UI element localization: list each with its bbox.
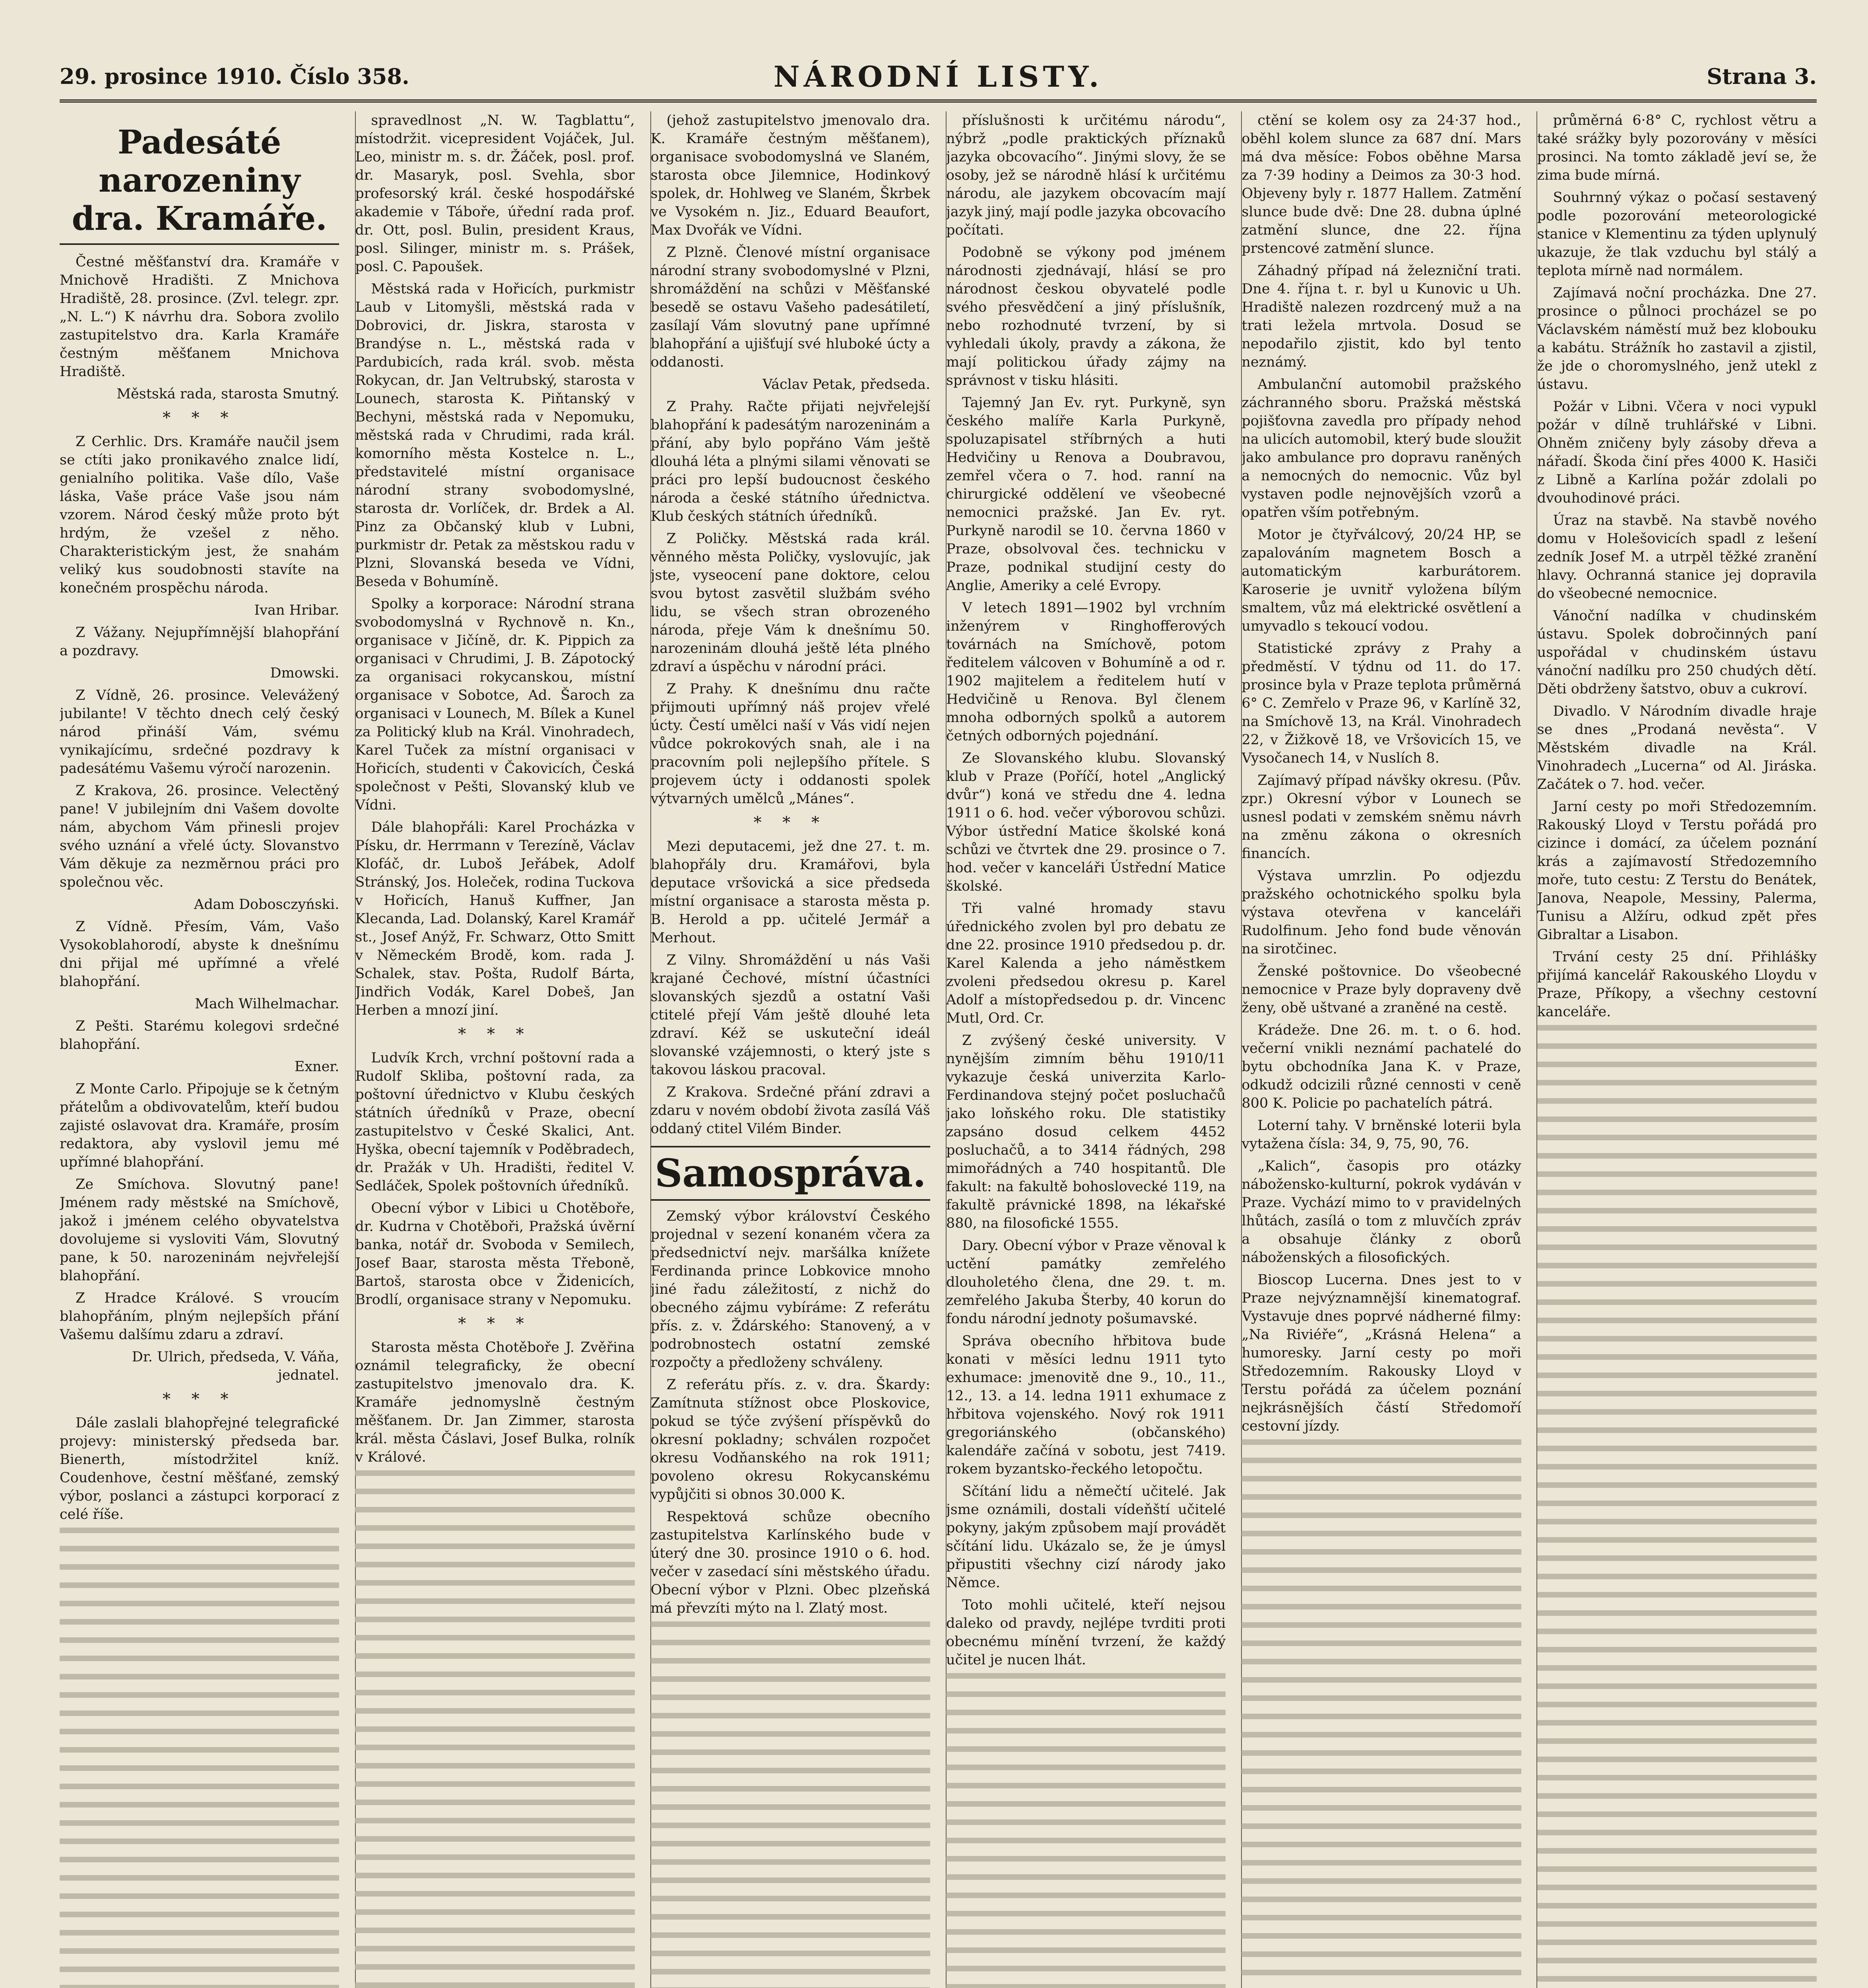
column-1 (60, 111, 339, 1988)
article-paragraph: Ambulanční automobil pražského záchranného sboru. Pražská městská pojišťovna zavedla pro případy nehod na ulicích automobil, který bude sloužit jako ambulance pro dopravu raněných a nemocných do nemocnic. Vůz byl vystaven podle nejnovějších vzorů a opatřen vším potřebným. (1241, 377, 1521, 520)
article-paragraph: Dále zaslali blahopřejné telegrafické projevy: ministerský předseda bar. Bienerth, místodržitel kníž. Coudenhove, čestní měšťané, zemský výbor, poslanci a zástupci korporací z celé říše. (60, 1415, 339, 1522)
article-paragraph: Zemský výbor království Českého projednal v sezení konaném včera za předsednictví nejv. maršálka knížete Ferdinanda prince Lobkovice mnoho jiné řadu záležitostí, z nichž do obecného zájmu vybíráme: Z referátu přís. z. v. Ždárského: Stanovený, a v podrobnostech ostatní zemské rozpočty a předloženy schváleny. (650, 1208, 930, 1371)
article-paragraph: spravedlnost „N. W. Tagblattu“, místodržit. vicepresident Vojáček, Jul. Leo, ministr m. s. dr. Žáček, posl. prof. dr. Masaryk, posl. Svehla, sbor profesorský král. české hospodářské akademie v Táboře, úřední rada prof. dr. Ott, posl. Bulin, president Kraus, posl. Silinger, ministr m. s. Prášek, posl. C. Papoušek. (355, 113, 635, 275)
article-paragraph: Divadlo. V Národním divadle hraje se dnes „Prodaná nevěsta“. V Městském divadle na Král. Vinohradech „Lucerna“ od Al. Jiráska. Začátek o 7. hod. večer. (1537, 703, 1817, 792)
separator-stars: * * * (162, 409, 237, 427)
article-paragraph: Starosta města Chotěboře J. Zvěřina oznámil telegraficky, že obecní zastupitelstvo jmenovalo dra. K. Kramáře jednomyslně čestným měšťanem. Dr. Jan Zimmer, starosta král. města Čáslavi, Josef Bulka, rolník v Králové. (355, 1340, 635, 1465)
article-paragraph: (jehož zastupitelstvo jmenovalo dra. K. Kramáře čestným měšťanem), organisace svobodomyslná ve Slaném, starosta obce Jilemnice, Hodinkový spolek, dr. Hohlweg ve Slaném, Škrbek ve Vysokém n. Jiz., Eduard Beaufort, Max Dvořák ve Vídni. (650, 113, 930, 238)
article-paragraph: Záhadný případ ná železniční trati. Dne 4. října t. r. byl u Kunovic u Uh. Hradiště nalezen rozdrcený muž a na trati ležela mrtvola. Dosud se nepodařilo zjistit, kdo byl tento neznámý. (1241, 263, 1521, 370)
article-paragraph: Z Prahy. Račte přijati nejvřelejší blahopřání k padesátým narozeninám a přání, aby bylo popřáno Vám ještě dlouhá léta a plnými silami věnovati se práci pro lepší budoucnost českého národa a české státního úřednictva. Klub českých státních úředníků. (650, 399, 930, 524)
article-paragraph: V letech 1891—1902 byl vrchním inženýrem v Ringhofferových továrnách na Smíchově, potom ředitelem válcoven v Bohumíně a od r. 1902 majitelem a ředitelem hutí v Hedvičině u Renova. Byl členem mnoha odborných spolků a autorem četných odborných pojednání. (946, 600, 1226, 744)
article-paragraph: Výstava umrzlin. Po odjezdu pražského ochotnického spolku byla výstava otevřena v kanceláři Rudolfinum. Jeho fond bude věnován na sirotčinec. (1241, 868, 1521, 957)
article-paragraph: Krádeže. Dne 26. m. t. o 6. hod. večerní vnikli neznámí pachatelé do bytu obchodníka Jana K. v Praze, odkudž odcizili různé cennosti v ceně 800 K. Policie po pachatelích pátrá. (1241, 1022, 1521, 1111)
text-continuation (651, 1621, 930, 1988)
article-paragraph: Tajemný Jan Ev. ryt. Purkyně, syn českého malíře Karla Purkyně, spoluzapisatel stříbrných a huti Hedvičiny u Renova a Doubravou, zemřel včera o 7. hod. ranní na chirurgické oddělení ve všeobecné nemocnici pražské. Jan Ev. ryt. Purkyně narodil se 10. června 1860 v Praze, obsolvoval čes. technicku v Praze, podnikal studijní cesty do Anglie, Ameriky a celé Evropy. (946, 395, 1226, 594)
article-paragraph: Z Monte Carlo. Připojuje se k četným přátelům a obdivovatelům, kteří budou zajisté oslavovat dra. Kramáře, prosím redaktora, aby vyslovil jemu mé upřímné blahopřání. (60, 1081, 339, 1170)
article-paragraph: Z Cerhlic. Drs. Kramáře naučil jsem se ctíti jako pronikavého znalce lidí, genialního politika. Vaše dílo, Vaše láska, Vaše práce Vaše jsou nám vzorem. Národ český může proto být hrdým, že vzešel z něho. Charakteristickým jest, že snahám veliký kus soudobnosti stavíte na konečném prospěchu národa. (60, 434, 339, 596)
article-paragraph: Požár v Libni. Včera v noci vypukl požár v dílně truhlářské v Libni. Ohněm zničeny byly zásoby dřeva a nářadí. Škoda činí přes 4000 K. Hasiči z Libně a Karlína požár zdolali po dvouhodinové práci. (1537, 399, 1817, 506)
column-4 (946, 111, 1226, 1988)
article-paragraph: příslušnosti k určitému národu“, nýbrž „podle praktických příznaků jazyka obcovacího“. Jinými slovy, že se osoby, jež se národně hlásí k určitému národu, ale jazykem obcovacím mají jazyk jiný, mají podle jazyka obcovacího počítati. (946, 113, 1226, 238)
masthead (60, 56, 1817, 103)
article-columns (60, 111, 1817, 1988)
article-paragraph: Tři valné hromady stavu úřednického zvolen byl pro debatu ze dne 22. prosince 1910 předsedou p. dr. Karel Kalenda a jeho náměstkem zvoleni předsedou okresu p. Karel Adolf a místopředsedou p. dr. Vincenc Mutl, Ord. Cr. (946, 901, 1226, 1026)
article-paragraph: Ženské poštovnice. Do všeobecné nemocnice v Praze byly dopraveny dvě ženy, obě uštvané a zraněné na cestě. (1241, 963, 1521, 1016)
article-paragraph: Z Vilny. Shromáždění u nás Vaši krajané Čechové, místní účastníci slovanských sjezdů a ostatní Vaši ctitelé přejí Vám ještě dlouhé leta zdraví. Kéž se uskuteční ideál slovanské vzájemnosti, o který jste s takovou láskou pracoval. (650, 952, 930, 1078)
article-paragraph: Z Vídně. Přesím, Vám, Vašo Vysokoblahorodí, abyste k dnešnímu dni přijal mé upřímné a vřelé blahopřání. (60, 919, 339, 990)
article-paragraph: Jarní cesty po moři Středozemním. Rakouský Lloyd v Terstu pořádá pro cizince i domácí, za účelem poznání krás a zajímavostí Středozemního moře, tuto cestu: Z Terstu do Benátek, Janova, Neapole, Messiny, Palerma, Tunisu a Alžíru, odkud zpět přes Gibraltar a Lisabon. (1537, 799, 1817, 943)
article-paragraph: Spolky a korporace: Národní strana svobodomyslná v Rychnově n. Kn., organisace v Jičíně, dr. K. Pippich za organisaci v Chrudimi, J. B. Zápotocký za organisaci rokycanskou, místní organisace v Sobotce, Ad. Šaroch za organisaci v Lounech, M. Bílek a Kunel za Politický klub na Král. Vinohradech, Karel Tuček za místní organisaci v Hořicích, studenti v Čakovicích, Česká společnost v Pešti, Slovanský klub ve Vídni. (355, 596, 635, 813)
article-paragraph: Mezi deputacemi, jež dne 27. t. m. blahopřály dru. Kramářovi, byla deputace vršovická a sice předseda místní organisace a starosta města p. B. Herold a pp. učitelé Jermář a Merhout. (650, 839, 930, 946)
column-6 (1537, 111, 1817, 1988)
article-paragraph: Zajímavý případ návšky okresu. (Pův. zpr.) Okresní výbor v Lounech se usnesl podati v zemském sněmu návrh na změnu zákona o okresních financích. (1241, 773, 1521, 862)
article-paragraph: Dary. Obecní výbor v Praze věnoval k uctění památky zemřelého dlouholetého člena, dne 29. t. m. zemřelého Jakuba Šterby, 40 korun do fondu národní jednoty pošumavské. (946, 1238, 1226, 1327)
article-paragraph: Bioscop Lucerna. Dnes jest to v Praze nejvýznamnější kinematograf. Vystavuje dnes poprvé nádherné filmy: „Na Riviéře“, „Krásná Helena“ a humoresky. Jarní cesty po moři Středozemním. Rakousky Lloyd v Terstu pořádá za účelem poznání nejkrásnějších částí Středomoří cestovní jízdy. (1241, 1272, 1521, 1434)
article-paragraph: Motor je čtyřválcový, 20/24 HP, se zapalováním magnetem Bosch a automatickým karburátorem. Karoserie je uvnitř vyložena bílým smaltem, vůz má elektrické osvětlení a umyvadlo s tekoucí vodou. (1241, 527, 1521, 634)
article-paragraph: Respektová schůze obecního zastupitelstva Karlínského bude v úterý dne 30. prosince 1910 o 6. hod. večer v zasedací síni městského úřadu. Obecní výbor v Plzni. Obec plzeňská má převzíti mýto na l. Zlatý most. (650, 1509, 930, 1616)
separator-stars: * * * (753, 813, 828, 832)
section-title-samosprava: Samospráva. (651, 1146, 930, 1201)
article-paragraph: Trvání cesty 25 dní. Přihlášky přijímá kancelář Rakouského Lloydu v Praze, Příkopy, a všechny cestovní kanceláře. (1537, 949, 1817, 1020)
article-paragraph: Z Plzně. Členové místní organisace národní strany svobodomyslné v Plzni, shromáždění na schůzi v Měšťanské besedě se ostavu Vašeho padesátiletí, zasílají Vám slovutný pane upřímné blahopřání a ujišťují své hluboké úcty a oddanosti. (650, 245, 930, 370)
article-paragraph: Z Krakova, 26. prosince. Velectěný pane! V jubilejním dni Vašem dovolte nám, abychom Vám přinesli projev svého uznání a vřelé úcty. Slovanstvo Vám děkuje za nezměrnou práci pro společnou věc. (60, 783, 339, 890)
article-paragraph: Statistické zprávy z Prahy a předměstí. V týdnu od 11. do 17. prosince byla v Praze teplota průměrná 6° C. Zemřelo v Praze 96, v Karlíně 32, na Smíchově 13, na Král. Vinohradech 22, v Žižkově 18, ve Vršovicích 15, ve Vysočanech 14, v Nuslích 8. (1241, 641, 1521, 766)
signature: Václav Petak, předseda. (762, 377, 930, 392)
issue-date: 29. prosince 1910. Číslo 358. (60, 64, 409, 89)
signature: Mach Wilhelmachar. (195, 996, 339, 1012)
article-paragraph: průměrná 6·8° C, rychlost větru a také srážky byly pozorovány v měsíci prosinci. Na tomto základě jeví se, že zima bude mírná. (1537, 113, 1817, 183)
column-3 (651, 111, 930, 1988)
column-2 (355, 111, 634, 1988)
article-paragraph: Z Pešti. Starému kolegovi srdečné blahopřání. (60, 1018, 339, 1052)
text-continuation (1241, 1439, 1521, 1988)
article-paragraph: „Kalich“, časopis pro otázky nábožensko-kulturní, pokrok vydáván v Praze. Vychází mimo to v pravidelných lhůtách, zasílá o tom z mluvčích zpráv a obsahuje články z oborů náboženských a filosofických. (1241, 1158, 1521, 1266)
article-paragraph: Z Poličky. Městská rada král. věnného města Poličky, vyslovujíc, jak jste, vyseocení pane doktore, celou svou bytost zasvětil službám svého lidu, se všech stran obrozeného národa, přeje Vám k dnešnímu 50. narozeninám dlouhá ještě léta plného zdraví a úspěchu v národní práci. (650, 531, 930, 675)
article-paragraph: Čestné měšťanství dra. Kramáře v Mnichově Hradišti. Z Mnichova Hradiště, 28. prosince. (Zvl. telegr. zpr. „N. L.“) K návrhu dra. Sobora zvolilo zastupitelstvo dra. Karla Kramáře čestným měšťanem Mnichova Hradiště. (60, 254, 339, 380)
article-paragraph: Ze Slovanského klubu. Slovanský klub v Praze (Poříčí, hotel „Anglický dvůr“) koná ve středu dne 4. ledna 1911 o 6. hod. večer výborovou schůzi. Výbor ústřední Matice školské koná schůzi ve čtvrtek dne 29. prosince o 7. hod. večer v kanceláři Ústřední Matice školské. (946, 750, 1226, 894)
article-paragraph: Sčítání lidu a němečtí učitelé. Jak jsme oznámili, dostali vídeňští učitelé pokyny, jakým způsobem mají provádět sčítání lidu. Ukázalo se, že je úmysl připustiti všechny cizí národy jako Němce. (946, 1483, 1226, 1591)
column-5 (1241, 111, 1521, 1988)
signature: Dr. Ulrich, předseda, V. Váňa, jednatel. (132, 1349, 339, 1383)
headline-kramar: Padesáté narozeniny dra. Kramáře. (60, 123, 339, 245)
signature: Adam Dobosczyński. (194, 897, 339, 912)
article-paragraph: Toto mohli učitelé, kteří nejsou daleko od pravdy, nejlépe tvrditi proti obecnému mínění tvrzení, že každý učitel je nucen lhát. (946, 1597, 1226, 1668)
article-paragraph: Souhrnný výkaz o počasí sestavený podle pozorování meteorologické stanice v Klementinu za týden uplynulý ukazuje, že tlak vzduchu byl stálý a teplota mírně nad normálem. (1537, 190, 1817, 279)
article-paragraph: Vánoční nadílka v chudinském ústavu. Spolek dobročinných paní uspořádal v chudinském ústavu vánoční nadílku pro 250 chudých dětí. Děti obdrženy šatstvo, obuv a cukroví. (1537, 608, 1817, 697)
article-paragraph: Podobně se výkony pod jménem národnosti zjednávají, hlásí se pro národnost českou obyvatelé podle svého přesvědčení a jiný příslušník, nebo rozhodnuté tvrzení, by si vyhledali úkoly, pravdy a zákona, že mají politickou úřady zájmy na správnost v tisku hlásiti. (946, 245, 1226, 388)
article-paragraph: Z zvýšený české university. V nynějším zimním běhu 1910/11 vykazuje česká univerzita Karlo-Ferdinandova stejný počet posluchačů jako loňského roku. Dle statistiky zapsáno dosud celkem 4452 posluchačů, a to 3414 řádných, 298 mimořádných a 740 hospitantů. Dle fakult: na fakultě bohoslovecké 119, na fakultě právnické 1898, na lékařské 880, na filosofické 1555. (946, 1033, 1226, 1231)
article-paragraph: Z Prahy. K dnešnímu dnu račte přijmouti upřímný náš projev vřelé úcty. Čestí umělci naší v Vás vidí nejen vůdce pokrokových snah, ale i na pracovním poli nejlepšího přítele. S projevem úcty i oddanosti spolek výtvarných umělců „Mánes“. (650, 681, 930, 807)
article-paragraph: Ze Smíchova. Slovutný pane! Jménem rady městské na Smíchově, jakož i jménem celého obyvatelstva dovolujeme si vysloviti Vám, Slovutný pane, k 50. narozeninám nejvřelejší blahopřání. (60, 1176, 339, 1284)
article-paragraph: Dále blahopřáli: Karel Procházka v Písku, dr. Herrmann v Terezíně, Václav Klofáč, dr. Luboš Jeřábek, Adolf Stránský, Jos. Holeček, rodina Tuckova v Hořicích, Hanuš Kuffner, Jan Klecanda, Lad. Dolanský, Karel Kramář st., Josef Anýž, Fr. Schwarz, Otto Smitt v Německém Brodě, kom. rada J. Schalek, stav. Pošta, Rudolf Bárta, Jindřich Vodák, Karel Dobeš, Jan Herben a mnozí jiní. (355, 819, 635, 1018)
article-paragraph: Z Vážany. Nejupřímnější blahopřání a pozdravy. (60, 625, 339, 659)
article-paragraph: Správa obecního hřbitova bude konati v měsíci lednu 1911 tyto exhumace: jmenovitě dne 9., 10., 11., 12., 13. a 14. ledna 1911 exhumace z hřbitova vojenského. Nový rok 1911 gregoriánského (občanského) kalendáře začíná v sobotu, jest 7419. rokem byzantsko-řeckého letopočtu. (946, 1333, 1226, 1477)
article-paragraph: Loterní tahy. V brněnské loterii byla vytažena čísla: 34, 9, 75, 90, 76. (1241, 1118, 1521, 1152)
newspaper-title: NÁRODNÍ LISTY. (773, 60, 1103, 93)
separator-stars: * * * (162, 1390, 237, 1408)
text-continuation (946, 1673, 1226, 1988)
separator-stars: * * * (458, 1314, 532, 1333)
text-continuation (1537, 1025, 1817, 1988)
article-paragraph: Městská rada v Hořicích, purkmistr Laub v Litomyšli, městská rada v Dobrovici, dr. Jiskra, starosta v Brandýse n. L., městská rada v Pardubicích, rada král. svob. města Rokycan, dr. Jan Veltrubský, starosta v Lounech, starosta K. Piňtanský v Bechyni, městská rada v Nepomuku, městská rada v Chrudimi, rada král. komorního města Kostelce n. L., představitelé místní organisace národní strany svobodomyslné, starosta dr. Vorlíček, dr. Brdek a Al. Pinz za Občanský klub v Lubni, purkmistr dr. Petak za městskou radu v Plzni, Slovanská beseda ve Vídni, Beseda v Bohumíně. (355, 281, 635, 590)
article-paragraph: Ludvík Krch, vrchní poštovní rada a Rudolf Skliba, poštovní rada, za poštovní úřednictvo v Klubu českých státních úředníků v Praze, obecní zastupitelstvo v České Skalici, Ant. Hyška, obecní tajemník v Poděbradech, dr. Pražák v Uh. Hradišti, ředitel V. Sedláček, Spolek poštovních úředníků. (355, 1050, 635, 1194)
article-paragraph: Zajímavá noční procházka. Dne 27. prosince o půlnoci procházel se po Václavském náměstí muž bez klobouku a kabátu. Strážník ho zastavil a zjistil, že jde o choromyslného, jenž utekl z ústavu. (1537, 285, 1817, 392)
signature: Exner. (294, 1059, 339, 1075)
article-paragraph: ctění se kolem osy za 24·37 hod., oběhl kolem slunce za 687 dní. Mars má dva měsíce: Fobos oběhne Marsa za 7·39 hodiny a Deimos za 30·3 hod. Objeveny byly r. 1877 Hallem. Zatmění slunce bude dvě: Dne 28. dubna úplné zatmění slunce, dne 22. října prstencové zatmění slunce. (1241, 113, 1521, 256)
signature: Dmowski. (270, 665, 339, 681)
article-paragraph: Z Vídně, 26. prosince. Velevážený jubilante! V těchto dnech celý český národ přináší Vám, svému vynikajícímu, srdečné pozdravy k padesátému Vašemu výročí narozenin. (60, 687, 339, 777)
text-continuation (60, 1528, 339, 1988)
article-paragraph: Z Krakova. Srdečné přání zdravi a zdaru v novém období života zasílá Váš oddaný ctitel Vilém Binder. (650, 1084, 930, 1137)
signature: Ivan Hribar. (254, 602, 339, 618)
article-paragraph: Z referátu přís. z. v. dra. Škardy: Zamítnuta stížnost obce Ploskovice, pokud se týče zvýšení příspěvků do okresní pokladny; schválen rozpočet okresu Vodňanského na rok 1911; povoleno okresu Rokycanskému vypůjčiti si obnos 30.000 K. (650, 1377, 930, 1503)
text-continuation (355, 1470, 634, 1988)
article-paragraph: Z Hradce Králové. S vroucím blahopřáním, plným nejlepších přání Vašemu dalšímu zdaru a zdraví. (60, 1290, 339, 1343)
page-number: Strana 3. (1707, 64, 1817, 89)
signature: Městská rada, starosta Smutný. (116, 386, 339, 402)
article-paragraph: Obecní výbor v Libici u Chotěboře, dr. Kudrna v Chotěboři, Pražská úvěrní banka, notář dr. Svoboda v Semilech, Josef Baar, starosta města Třeboně, Bartoš, starosta obce v Židenicích, Brodlí, organisace strany v Nepomuku. (355, 1200, 635, 1308)
article-paragraph: Úraz na stavbě. Na stavbě nového domu v Holešovicích spadl z lešení zedník Josef M. a utrpěl těžké zranění hlavy. Ochranná stanice jej dopravila do všeobecné nemocnice. (1537, 513, 1817, 602)
separator-stars: * * * (458, 1025, 532, 1043)
